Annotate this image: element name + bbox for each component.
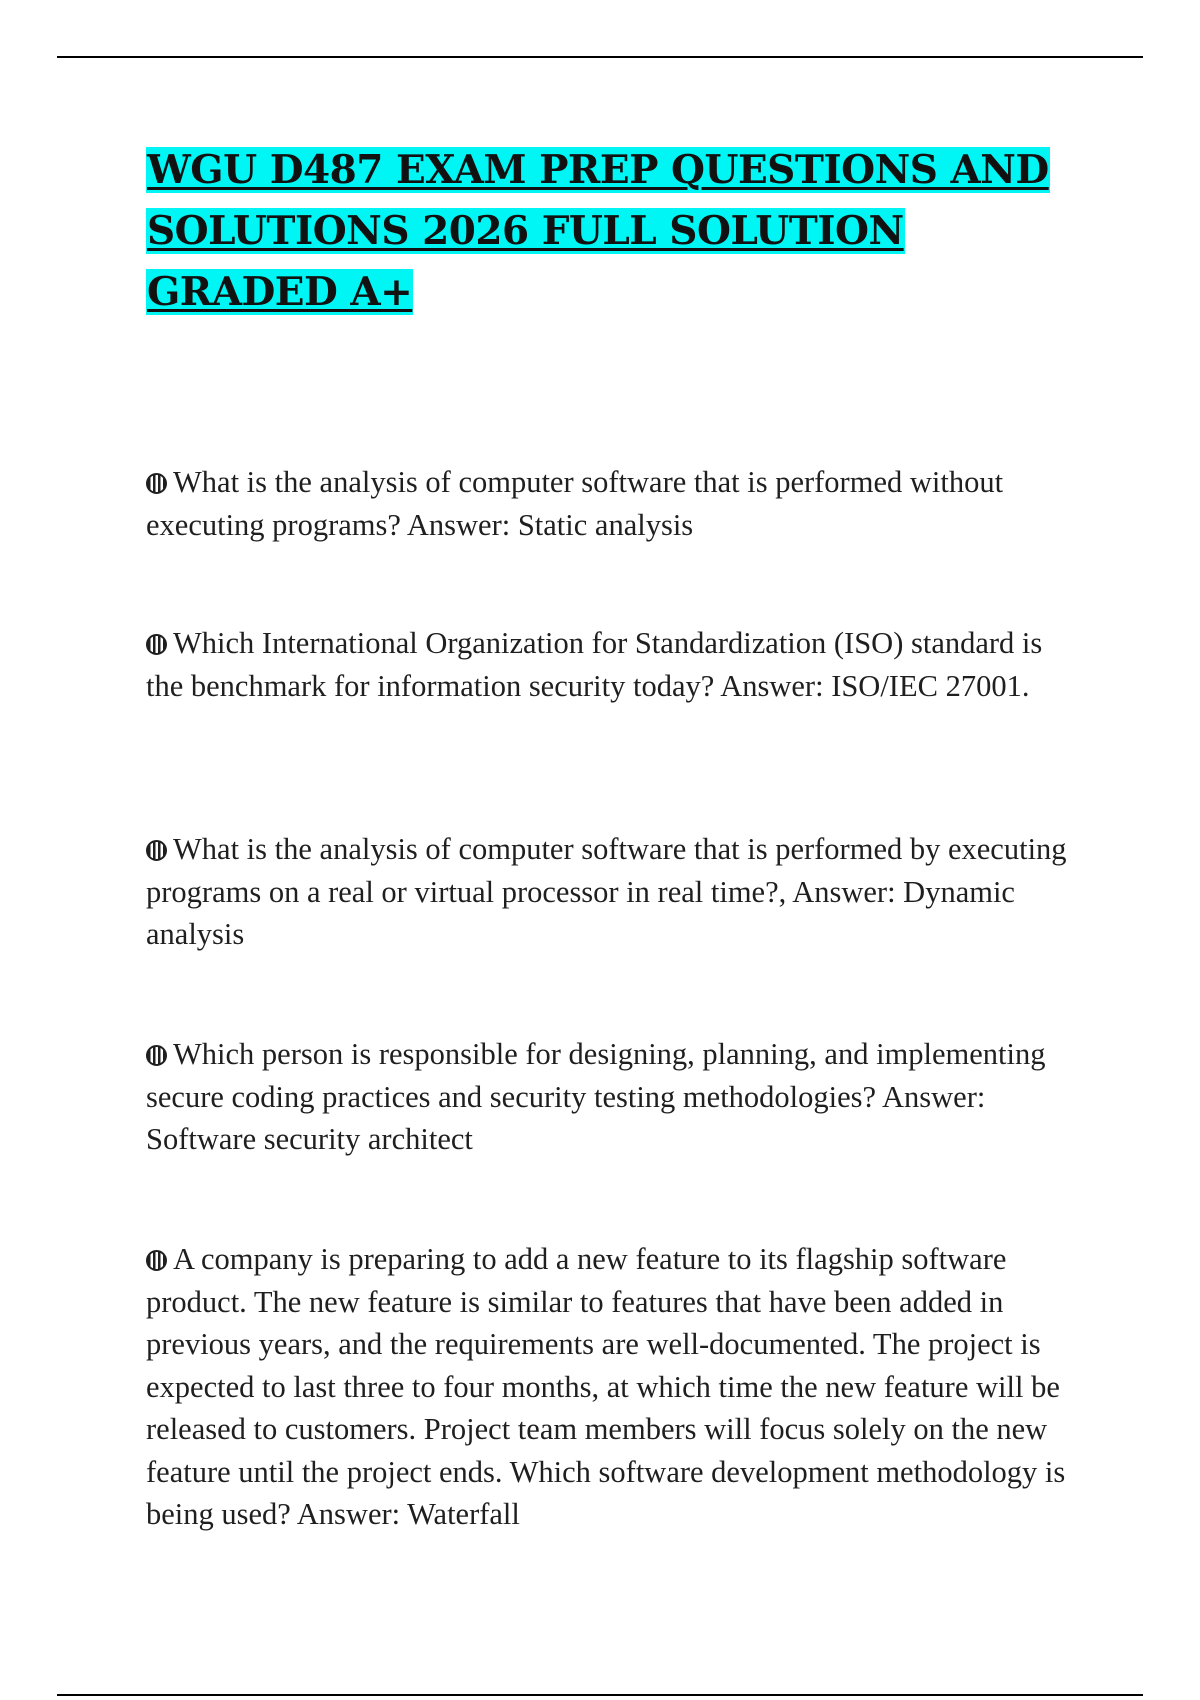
qa-item [146, 1033, 1071, 1161]
top-rule [57, 56, 1143, 58]
qa-item-text: What is the analysis of computer software that is performed without executing programs? Answer: Static analysis [146, 465, 1004, 542]
document-title-text: WGU D487 EXAM PREP QUESTIONS AND SOLUTIONS 2026 FULL SOLUTION GRADED A+ [147, 147, 1049, 315]
qa-item [146, 828, 1071, 956]
qa-item [146, 461, 1071, 546]
circle-bullet-icon [146, 840, 167, 861]
document-title [146, 140, 1076, 323]
qa-item-text: Which International Organization for Standardization (ISO) standard is the benchmark for information security today? Answer: ISO/IEC 27001. [146, 626, 1043, 703]
circle-bullet-icon [146, 1250, 167, 1271]
circle-bullet-icon [146, 634, 167, 655]
qa-item [146, 622, 1071, 707]
qa-item [146, 1238, 1071, 1536]
circle-bullet-icon [146, 1045, 167, 1066]
qa-item-text: What is the analysis of computer software that is performed by executing programs on a real or virtual processor in real time?, Answer: Dynamic analysis [146, 832, 1067, 951]
bottom-rule [57, 1694, 1143, 1696]
qa-item-text: A company is preparing to add a new feature to its flagship software product. The new feature is similar to features that have been added in previous years, and the requirements are well-documented. The project is expected to last three to four months, at which time the new feature will be released to customers. Project team members will focus solely on the new feature until the project ends. Which software development methodology is being used? Answer: Waterfall [146, 1242, 1066, 1531]
circle-bullet-icon [146, 473, 167, 494]
qa-item-text: Which person is responsible for designing, planning, and implementing secure coding practices and security testing methodologies? Answer: Software security architect [146, 1037, 1046, 1156]
